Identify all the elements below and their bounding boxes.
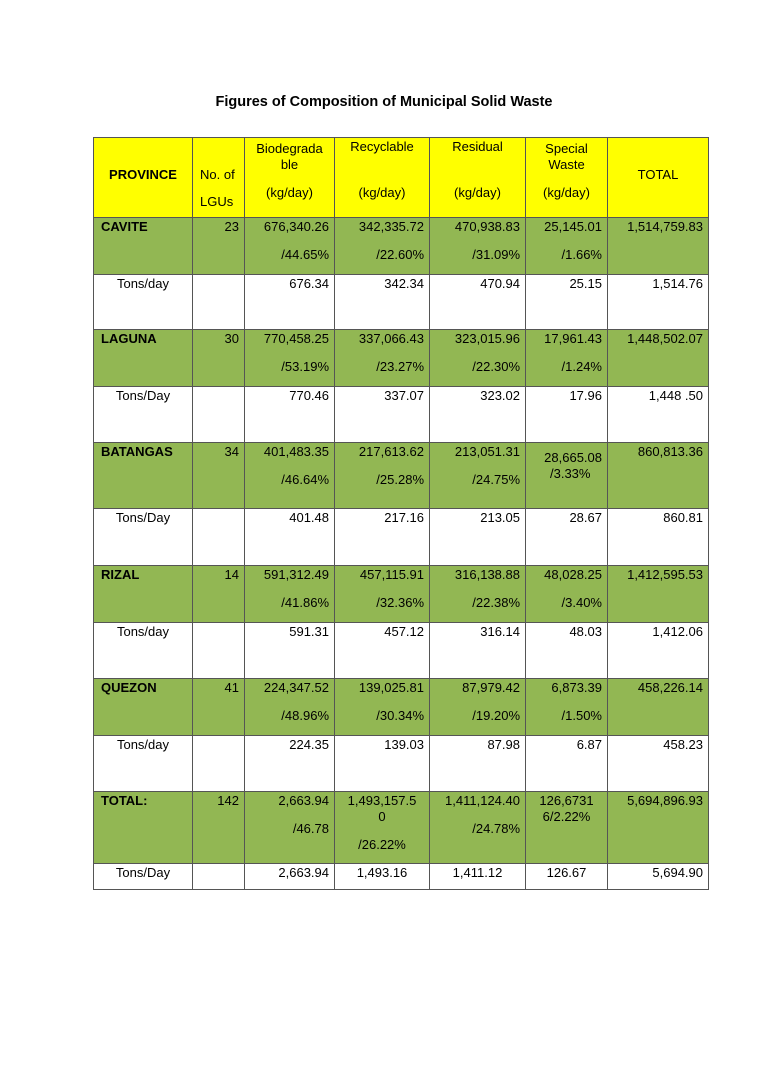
tons-total-res: 1,411.12 <box>452 865 503 880</box>
tons-total-spe: 126.67 <box>546 865 587 880</box>
tons-label: Tons/Day <box>115 388 171 403</box>
tons-total-cell <box>608 387 709 443</box>
grand-total-bio-pct: /46.78 <box>292 821 329 836</box>
tons-spe: 17.96 <box>569 388 602 403</box>
tons-rec-cell <box>335 509 430 566</box>
biodegradable-value: 224,347.52 <box>263 680 329 695</box>
tons-row <box>94 623 709 679</box>
recyclable-value: 342,335.72 <box>358 219 424 234</box>
province-row <box>94 679 709 736</box>
tons-bio: 224.35 <box>289 737 329 752</box>
tons-total: 860.81 <box>663 510 703 525</box>
residual-value: 316,138.88 <box>454 567 520 582</box>
special-value: 6,873.39 <box>551 680 602 695</box>
tons-rec: 217.16 <box>384 510 424 525</box>
special-value: 28,665.08 <box>544 450 602 465</box>
tons-total-cell <box>608 736 709 792</box>
tons-total-label-cell <box>94 864 193 890</box>
grand-total-bio-cell <box>245 792 335 864</box>
biodegradable-value: 591,312.49 <box>263 567 329 582</box>
grand-total-res-cell <box>430 792 526 864</box>
special-pct: /1.66% <box>561 247 602 262</box>
tons-rec-cell <box>335 736 430 792</box>
tons-bio: 770.46 <box>289 388 329 403</box>
tons-lgus-cell <box>193 275 245 330</box>
tons-spe-cell <box>526 736 608 792</box>
province-cell <box>94 566 193 623</box>
tons-total-total-cell <box>608 864 709 890</box>
header-special-line1: Special <box>545 141 588 156</box>
recyclable-pct: /32.36% <box>376 595 424 610</box>
tons-total-cell <box>608 275 709 330</box>
tons-spe-cell <box>526 509 608 566</box>
tons-res-cell <box>430 387 526 443</box>
tons-label-cell <box>94 275 193 330</box>
tons-spe: 6.87 <box>576 737 602 752</box>
residual-cell <box>430 679 526 736</box>
recyclable-cell <box>335 679 430 736</box>
residual-pct: /22.30% <box>472 359 520 374</box>
total-cell <box>608 679 709 736</box>
province-row <box>94 443 709 509</box>
waste-composition-table <box>93 137 709 890</box>
biodegradable-pct: /41.86% <box>281 595 329 610</box>
header-province <box>94 138 193 218</box>
lgus-count: 23 <box>224 219 239 234</box>
tons-bio-cell <box>245 509 335 566</box>
tons-row <box>94 275 709 330</box>
tons-lgus-cell <box>193 509 245 566</box>
tons-total-cell <box>608 509 709 566</box>
special-value: 48,028.25 <box>544 567 602 582</box>
recyclable-pct: /30.34% <box>376 708 424 723</box>
tons-lgus-cell <box>193 387 245 443</box>
residual-cell <box>430 566 526 623</box>
recyclable-pct: /22.60% <box>376 247 424 262</box>
tons-total-cell <box>608 623 709 679</box>
biodegradable-pct: /46.64% <box>281 472 329 487</box>
tons-row <box>94 736 709 792</box>
province-row <box>94 330 709 387</box>
lgus-cell <box>193 679 245 736</box>
recyclable-pct: /23.27% <box>376 359 424 374</box>
lgus-cell <box>193 443 245 509</box>
residual-value: 323,015.96 <box>454 331 520 346</box>
province-cell <box>94 330 193 387</box>
tons-spe: 28.67 <box>569 510 602 525</box>
header-residual-label: Residual <box>452 139 503 154</box>
biodegradable-value: 770,458.25 <box>263 331 329 346</box>
biodegradable-value: 676,340.26 <box>263 219 329 234</box>
grand-total-bio: 2,663.94 <box>278 793 329 808</box>
special-waste-cell <box>526 218 608 275</box>
recyclable-value: 217,613.62 <box>358 444 424 459</box>
recyclable-value: 139,025.81 <box>358 680 424 695</box>
header-lgus-line1: No. of <box>200 167 235 182</box>
residual-cell <box>430 443 526 509</box>
grand-total-total: 5,694,896.93 <box>627 793 703 808</box>
tons-total-lgus-cell <box>193 864 245 890</box>
tons-total: 1,448 .50 <box>648 388 703 403</box>
tons-spe-cell <box>526 387 608 443</box>
tons-bio-cell <box>245 623 335 679</box>
residual-value: 213,051.31 <box>454 444 520 459</box>
grand-total-row <box>94 792 709 864</box>
province-row <box>94 566 709 623</box>
grand-total-rec-line1: 1,493,157.5 <box>347 793 417 808</box>
tons-total-label: Tons/Day <box>115 865 171 880</box>
total-cell <box>608 566 709 623</box>
biodegradable-pct: /48.96% <box>281 708 329 723</box>
lgus-count: 14 <box>224 567 239 582</box>
grand-total-rec-pct: /26.22% <box>358 837 406 852</box>
tons-total-bio: 2,663.94 <box>278 865 329 880</box>
header-biodegradable <box>245 138 335 218</box>
grand-total-rec-line2: 0 <box>378 809 386 824</box>
tons-bio-cell <box>245 387 335 443</box>
total-value: 458,226.14 <box>637 680 703 695</box>
recyclable-pct: /25.28% <box>376 472 424 487</box>
total-value: 860,813.36 <box>637 444 703 459</box>
tons-total-spe-cell <box>526 864 608 890</box>
residual-value: 470,938.83 <box>454 219 520 234</box>
tons-label-cell <box>94 509 193 566</box>
recyclable-cell <box>335 566 430 623</box>
biodegradable-cell <box>245 679 335 736</box>
grand-total-spe-cell <box>526 792 608 864</box>
special-waste-cell <box>526 566 608 623</box>
residual-cell <box>430 330 526 387</box>
tons-spe: 25.15 <box>569 276 602 291</box>
header-bio-unit: (kg/day) <box>266 185 313 200</box>
residual-pct: /24.75% <box>472 472 520 487</box>
biodegradable-pct: /53.19% <box>281 359 329 374</box>
header-row <box>94 138 709 218</box>
tons-res: 316.14 <box>480 624 520 639</box>
tons-bio: 401.48 <box>289 510 329 525</box>
tons-lgus-cell <box>193 736 245 792</box>
header-province-label: PROVINCE <box>109 167 177 182</box>
recyclable-value: 337,066.43 <box>358 331 424 346</box>
tons-total-bio-cell <box>245 864 335 890</box>
lgus-cell <box>193 218 245 275</box>
biodegradable-cell <box>245 330 335 387</box>
header-special-waste <box>526 138 608 218</box>
grand-total-res: 1,411,124.40 <box>445 793 520 808</box>
tons-rec-cell <box>335 387 430 443</box>
tons-res-cell <box>430 736 526 792</box>
biodegradable-value: 401,483.35 <box>263 444 329 459</box>
tons-rec: 342.34 <box>384 276 424 291</box>
tons-res: 323.02 <box>480 388 520 403</box>
header-special-line2: Waste <box>548 157 585 172</box>
grand-total-lgus: 142 <box>217 793 239 808</box>
grand-total-total-cell <box>608 792 709 864</box>
special-value: 25,145.01 <box>544 219 602 234</box>
lgus-count: 41 <box>224 680 239 695</box>
header-residual <box>430 138 526 218</box>
tons-rec: 337.07 <box>384 388 424 403</box>
residual-pct: /31.09% <box>472 247 520 262</box>
province-name: RIZAL <box>101 567 140 582</box>
tons-rec: 139.03 <box>384 737 424 752</box>
header-recyclable <box>335 138 430 218</box>
tons-bio-cell <box>245 275 335 330</box>
province-row <box>94 218 709 275</box>
tons-total: 1,412.06 <box>652 624 703 639</box>
residual-pct: /22.38% <box>472 595 520 610</box>
lgus-cell <box>193 566 245 623</box>
biodegradable-cell <box>245 218 335 275</box>
total-value: 1,514,759.83 <box>627 219 703 234</box>
page-title: Figures of Composition of Municipal Solid Waste <box>215 94 553 110</box>
tons-label-cell <box>94 736 193 792</box>
tons-bio-cell <box>245 736 335 792</box>
special-value: 17,961.43 <box>544 331 602 346</box>
tons-row <box>94 387 709 443</box>
grand-total-label: TOTAL: <box>101 793 148 808</box>
header-spe-unit: (kg/day) <box>543 185 590 200</box>
grand-total-label-cell <box>94 792 193 864</box>
grand-total-rec-cell <box>335 792 430 864</box>
tons-lgus-cell <box>193 623 245 679</box>
tons-label-cell <box>94 387 193 443</box>
biodegradable-pct: /44.65% <box>281 247 329 262</box>
province-cell <box>94 679 193 736</box>
tons-total: 1,514.76 <box>652 276 703 291</box>
tons-res-cell <box>430 623 526 679</box>
tons-spe-cell <box>526 623 608 679</box>
biodegradable-cell <box>245 566 335 623</box>
province-cell <box>94 443 193 509</box>
special-waste-cell <box>526 330 608 387</box>
header-bio-line2: ble <box>280 157 299 172</box>
province-name: BATANGAS <box>101 444 173 459</box>
tons-res: 213.05 <box>480 510 520 525</box>
biodegradable-cell <box>245 443 335 509</box>
total-value: 1,448,502.07 <box>627 331 703 346</box>
tons-bio: 676.34 <box>289 276 329 291</box>
tons-bio: 591.31 <box>289 624 329 639</box>
tons-res: 470.94 <box>480 276 520 291</box>
grand-total-lgus-cell <box>193 792 245 864</box>
tons-spe: 48.03 <box>569 624 602 639</box>
header-recyclable-label: Recyclable <box>350 139 414 154</box>
tons-label-cell <box>94 623 193 679</box>
lgus-count: 30 <box>224 331 239 346</box>
grand-total-res-pct: /24.78% <box>472 821 520 836</box>
tons-label: Tons/Day <box>115 510 171 525</box>
recyclable-cell <box>335 330 430 387</box>
special-pct: /1.50% <box>561 708 602 723</box>
total-cell <box>608 443 709 509</box>
header-lgus <box>193 138 245 218</box>
header-lgus-line2: LGUs <box>200 194 234 209</box>
total-value: 1,412,595.53 <box>627 567 703 582</box>
grand-total-spe-line2: 6/2.22% <box>542 809 591 824</box>
header-total <box>608 138 709 218</box>
special-pct: /3.40% <box>561 595 602 610</box>
total-cell <box>608 218 709 275</box>
recyclable-cell <box>335 443 430 509</box>
residual-value: 87,979.42 <box>462 680 520 695</box>
tons-total-total: 5,694.90 <box>652 865 703 880</box>
province-name: QUEZON <box>101 680 157 695</box>
lgus-cell <box>193 330 245 387</box>
province-name: LAGUNA <box>101 331 157 346</box>
tons-label: Tons/day <box>116 737 170 752</box>
special-waste-cell <box>526 443 608 509</box>
special-pct: /1.24% <box>561 359 602 374</box>
province-cell <box>94 218 193 275</box>
header-total-label: TOTAL <box>637 167 679 182</box>
residual-pct: /19.20% <box>472 708 520 723</box>
residual-cell <box>430 218 526 275</box>
tons-spe-cell <box>526 275 608 330</box>
tons-rec-cell <box>335 275 430 330</box>
tons-rec-cell <box>335 623 430 679</box>
tons-total-res-cell <box>430 864 526 890</box>
special-pct: /3.33% <box>550 466 591 481</box>
tons-total-rec: 1,493.16 <box>356 865 408 880</box>
tons-res-cell <box>430 509 526 566</box>
tons-row <box>94 509 709 566</box>
total-cell <box>608 330 709 387</box>
lgus-count: 34 <box>224 444 239 459</box>
tons-label: Tons/day <box>116 624 170 639</box>
tons-total: 458.23 <box>663 737 703 752</box>
header-rec-unit: (kg/day) <box>358 185 406 200</box>
header-bio-line1: Biodegrada <box>256 141 323 156</box>
tons-rec: 457.12 <box>384 624 424 639</box>
recyclable-cell <box>335 218 430 275</box>
tons-res: 87.98 <box>487 737 520 752</box>
recyclable-value: 457,115.91 <box>359 567 424 582</box>
tons-res-cell <box>430 275 526 330</box>
tons-total-rec-cell <box>335 864 430 890</box>
special-waste-cell <box>526 679 608 736</box>
header-res-unit: (kg/day) <box>454 185 501 200</box>
province-name: CAVITE <box>101 219 148 234</box>
tons-total-row <box>94 864 709 890</box>
tons-label: Tons/day <box>116 276 170 291</box>
grand-total-spe-line1: 126,6731 <box>539 793 594 808</box>
